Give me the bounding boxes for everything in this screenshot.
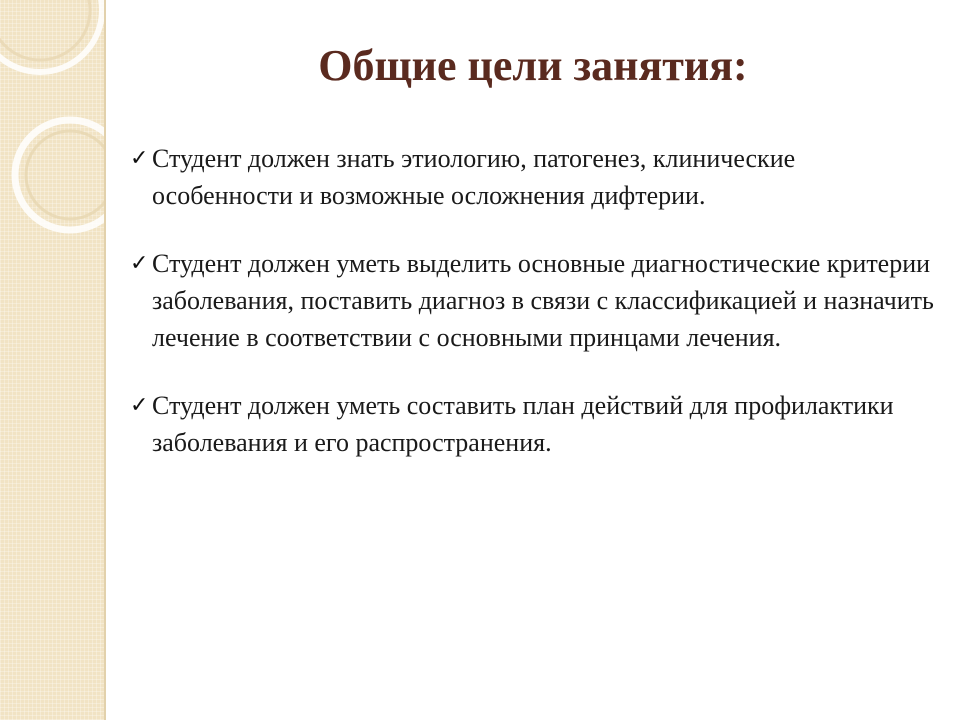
goal-text: Студент должен уметь составить план действий для профилактики заболевания и его распространения.	[152, 391, 894, 457]
goal-item	[130, 387, 940, 461]
check-mark-icon: ✓	[130, 146, 149, 171]
goal-item	[130, 245, 940, 356]
decorative-sidebar	[0, 0, 106, 720]
sidebar-divider	[104, 0, 106, 720]
check-mark-icon: ✓	[130, 251, 149, 276]
goals-list	[130, 140, 940, 492]
goal-text: Студент должен знать этиологию, патогенез, клинические особенности и возможные осложнения дифтерии.	[152, 144, 796, 210]
goal-text: Студент должен уметь выделить основные диагностические критерии заболевания, поставить диагноз в связи с классификацией и назначить лечение в соответствии с основными принцами лечения.	[152, 249, 934, 352]
slide-title: Общие цели занятия:	[318, 41, 748, 90]
check-mark-icon: ✓	[130, 393, 149, 418]
goal-item	[130, 140, 940, 214]
ring-decoration	[0, 0, 106, 720]
